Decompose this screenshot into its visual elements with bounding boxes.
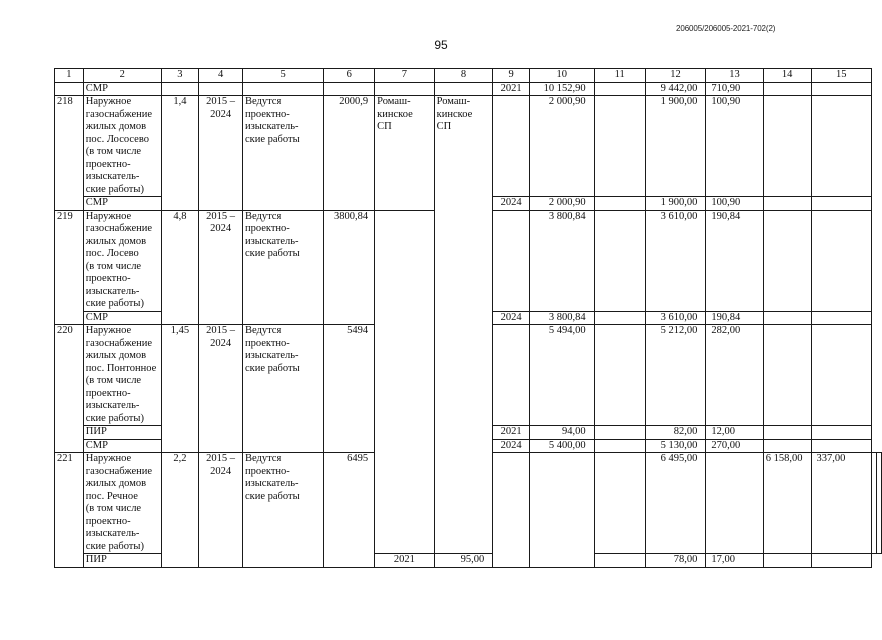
- municipality-cell: Ромаш- кинское СП: [375, 96, 435, 211]
- work-type-label: СМР: [83, 439, 161, 453]
- work-type-label: СМР: [83, 311, 161, 325]
- cost-cell: 3800,84: [324, 210, 375, 325]
- page-number: 95: [434, 38, 448, 52]
- column-header: 14: [763, 69, 811, 83]
- amount-cell: 5 400,00: [529, 439, 594, 453]
- year-cell: 2021: [493, 426, 530, 440]
- year-cell: 2024: [493, 197, 530, 211]
- period-cell: 2015 – 2024: [199, 96, 243, 211]
- amount-cell: 710,90: [706, 82, 763, 96]
- column-header: 2: [83, 69, 161, 83]
- column-header: 4: [199, 69, 243, 83]
- table-row: [55, 82, 882, 96]
- table-row: [55, 96, 882, 197]
- amount-cell: 5 212,00: [645, 325, 706, 426]
- object-name: Наружное газоснабжение жилых домов пос. Речное (в том числе проектно- изыскатель- ские работы): [83, 453, 161, 554]
- year-cell: 2021: [493, 82, 530, 96]
- amount-cell: 1 900,00: [645, 96, 706, 197]
- work-type-label: ПИР: [83, 426, 161, 440]
- period-cell: 2015 – 2024: [199, 453, 243, 568]
- municipality-cell: [375, 210, 435, 554]
- length-cell: 1,4: [161, 96, 199, 211]
- column-number-row: [55, 69, 882, 83]
- column-header: 5: [242, 69, 323, 83]
- amount-cell: 82,00: [645, 426, 706, 440]
- amount-cell: 282,00: [706, 325, 763, 426]
- work-type-label: СМР: [83, 82, 161, 96]
- year-cell: 2024: [493, 439, 530, 453]
- amount-cell: 3 800,84: [529, 210, 594, 311]
- length-cell: 2,2: [161, 453, 199, 568]
- amount-cell: 3 610,00: [645, 311, 706, 325]
- settlement-cell: Ромаш- кинское СП: [434, 96, 493, 554]
- column-header: 1: [55, 69, 84, 83]
- municipality-cell: [493, 453, 530, 568]
- column-header: 3: [161, 69, 199, 83]
- cost-cell: 6495: [324, 453, 375, 568]
- status-cell: Ведутся проектно- изыскатель- ские работы: [242, 96, 323, 211]
- column-header: 6: [324, 69, 375, 83]
- amount-cell: 78,00: [645, 554, 706, 568]
- amount-cell: 12,00: [706, 426, 763, 440]
- amount-cell: 2 000,90: [529, 197, 594, 211]
- row-number: 219: [55, 210, 84, 325]
- year-cell: 2021: [375, 554, 435, 568]
- column-header: 7: [375, 69, 435, 83]
- column-header: 10: [529, 69, 594, 83]
- document-id: 206005/206005-2021-702(2): [676, 24, 776, 33]
- amount-cell: 100,90: [706, 197, 763, 211]
- cost-cell: 5494: [324, 325, 375, 453]
- object-name: Наружное газоснабжение жилых домов пос. Лососево (в том числе проектно- изыскатель- ские работы): [83, 96, 161, 197]
- column-header: 13: [706, 69, 763, 83]
- amount-cell: 95,00: [434, 554, 493, 568]
- length-cell: 4,8: [161, 210, 199, 325]
- amount-cell: 9 442,00: [645, 82, 706, 96]
- column-header: 15: [811, 69, 871, 83]
- column-header: 9: [493, 69, 530, 83]
- amount-cell: 3 800,84: [529, 311, 594, 325]
- length-cell: 1,45: [161, 325, 199, 453]
- status-cell: Ведутся проектно- изыскатель- ские работы: [242, 210, 323, 325]
- status-cell: Ведутся проектно- изыскатель- ские работы: [242, 325, 323, 453]
- amount-cell: 5 494,00: [529, 325, 594, 426]
- status-cell: Ведутся проектно- изыскатель- ские работы: [242, 453, 323, 568]
- cost-cell: 2000,9: [324, 96, 375, 211]
- year-cell: 2024: [493, 311, 530, 325]
- amount-cell: 3 610,00: [645, 210, 706, 311]
- amount-cell: 94,00: [529, 426, 594, 440]
- amount-cell: 17,00: [706, 554, 763, 568]
- work-type-label: ПИР: [83, 554, 161, 568]
- amount-cell: 1 900,00: [645, 197, 706, 211]
- amount-cell: 6 158,00: [763, 453, 811, 554]
- row-number: 221: [55, 453, 84, 568]
- row-number: 218: [55, 96, 84, 211]
- amount-cell: 100,90: [706, 96, 763, 197]
- investment-table: [54, 68, 882, 568]
- object-name: Наружное газоснабжение жилых домов пос. Лосево (в том числе проектно- изыскатель- ские работы): [83, 210, 161, 311]
- period-cell: 2015 – 2024: [199, 325, 243, 453]
- period-cell: 2015 – 2024: [199, 210, 243, 325]
- column-header: 11: [594, 69, 645, 83]
- amount-cell: 6 495,00: [645, 453, 706, 554]
- amount-cell: 10 152,90: [529, 82, 594, 96]
- amount-cell: 337,00: [811, 453, 871, 554]
- work-type-label: СМР: [83, 197, 161, 211]
- amount-cell: 270,00: [706, 439, 763, 453]
- amount-cell: 190,84: [706, 311, 763, 325]
- amount-cell: 5 130,00: [645, 439, 706, 453]
- row-number: 220: [55, 325, 84, 453]
- column-header: 8: [434, 69, 493, 83]
- column-header: 12: [645, 69, 706, 83]
- amount-cell: 190,84: [706, 210, 763, 311]
- settlement-cell: [529, 453, 594, 568]
- amount-cell: 2 000,90: [529, 96, 594, 197]
- object-name: Наружное газоснабжение жилых домов пос. Понтонное (в том числе проектно- изыскатель- ские работы): [83, 325, 161, 426]
